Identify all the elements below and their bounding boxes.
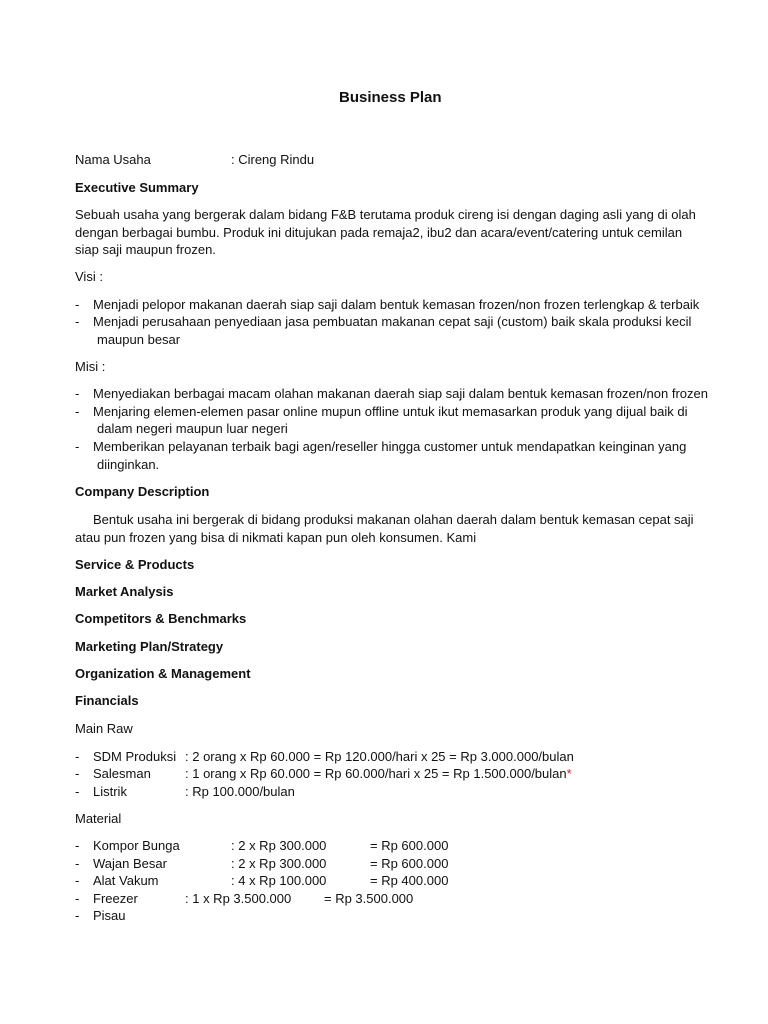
- visi-label: Visi :: [75, 269, 103, 284]
- executive-summary-line: dengan berbagai bumbu. Produk ini ditujukan pada remaja2, ibu2 dan acara/event/catering untuk cemilan: [75, 225, 683, 240]
- material-item-name: Alat Vakum: [93, 873, 159, 888]
- executive-summary-line: siap saji maupun frozen.: [75, 242, 216, 257]
- company-description-heading: Company Description: [75, 484, 210, 499]
- main-raw-item-name: SDM Produksi: [93, 749, 177, 764]
- section-heading-market-analysis: Market Analysis: [75, 584, 174, 599]
- material-label: Material: [75, 811, 122, 826]
- visi-item-continuation: maupun besar: [97, 332, 181, 347]
- material-item-name: Pisau: [93, 908, 126, 923]
- main-raw-item-name: Listrik: [93, 784, 127, 799]
- material-item-qty: : 2 x Rp 300.000: [231, 856, 327, 871]
- material-item-qty: : 2 x Rp 300.000: [231, 838, 327, 853]
- section-heading-competitors: Competitors & Benchmarks: [75, 611, 247, 626]
- misi-item: Menjaring elemen-elemen pasar online mupun offline untuk ikut memasarkan produk yang dijual baik di: [93, 404, 688, 419]
- nama-usaha-value: : Cireng Rindu: [231, 152, 315, 167]
- section-heading-service-products: Service & Products: [75, 557, 195, 572]
- bullet-dash: -: [75, 908, 80, 923]
- visi-item: Menjadi pelopor makanan daerah siap saji dalam bentuk kemasan frozen/non frozen terlengkap & terbaik: [93, 297, 700, 312]
- main-raw-calc-text: : 1 orang x Rp 60.000 = Rp 60.000/hari x 25 = Rp 1.500.000/bulan: [185, 766, 567, 781]
- visi-item: Menjadi perusahaan penyediaan jasa pembuatan makanan cepat saji (custom) baik skala produksi kecil: [93, 314, 692, 329]
- main-raw-item-calc: : 2 orang x Rp 60.000 = Rp 120.000/hari x 25 = Rp 3.000.000/bulan: [185, 749, 574, 764]
- nama-usaha-label: Nama Usaha: [75, 152, 151, 167]
- revision-asterisk: *: [566, 766, 572, 781]
- material-item-total: = Rp 3.500.000: [324, 891, 414, 906]
- misi-item: Menyediakan berbagai macam olahan makanan daerah siap saji dalam bentuk kemasan frozen/non frozen: [93, 386, 708, 401]
- material-item-total: = Rp 600.000: [370, 838, 449, 853]
- bullet-dash: -: [75, 856, 80, 871]
- bullet-dash: -: [75, 386, 80, 401]
- section-heading-organization: Organization & Management: [75, 666, 251, 681]
- bullet-dash: -: [75, 749, 80, 764]
- material-item-name: Wajan Besar: [93, 856, 167, 871]
- executive-summary-line: Sebuah usaha yang bergerak dalam bidang F&B terutama produk cireng isi dengan daging asli yang di olah: [75, 207, 696, 222]
- executive-summary-heading: Executive Summary: [75, 180, 199, 195]
- material-item-qty: : 1 x Rp 3.500.000: [185, 891, 292, 906]
- misi-label: Misi :: [75, 359, 106, 374]
- bullet-dash: -: [75, 891, 80, 906]
- company-description-line: Bentuk usaha ini bergerak di bidang produksi makanan olahan daerah dalam bentuk kemasan cepat saji: [93, 512, 694, 527]
- material-item-name: Kompor Bunga: [93, 838, 180, 853]
- misi-item-continuation: dalam negeri maupun luar negeri: [97, 421, 288, 436]
- main-raw-label: Main Raw: [75, 721, 133, 736]
- bullet-dash: -: [75, 873, 80, 888]
- material-item-total: = Rp 600.000: [370, 856, 449, 871]
- misi-item: Memberikan pelayanan terbaik bagi agen/reseller hingga customer untuk mendapatkan keinginan yang: [93, 439, 687, 454]
- company-description-line: atau pun frozen yang bisa di nikmati kapan pun oleh konsumen. Kami: [75, 530, 477, 545]
- main-raw-item-calc: [185, 765, 572, 783]
- bullet-dash: -: [75, 838, 80, 853]
- misi-item-continuation: diinginkan.: [97, 457, 160, 472]
- main-raw-item-calc: : Rp 100.000/bulan: [185, 784, 295, 799]
- section-heading-financials: Financials: [75, 693, 139, 708]
- section-heading-marketing-plan: Marketing Plan/Strategy: [75, 639, 224, 654]
- main-raw-item-name: Salesman: [93, 766, 151, 781]
- bullet-dash: -: [75, 439, 80, 454]
- bullet-dash: -: [75, 766, 80, 781]
- bullet-dash: -: [75, 404, 80, 419]
- bullet-dash: -: [75, 297, 80, 312]
- document-title: Business Plan: [339, 89, 442, 106]
- material-item-total: = Rp 400.000: [370, 873, 449, 888]
- bullet-dash: -: [75, 314, 80, 329]
- bullet-dash: -: [75, 784, 80, 799]
- material-item-name: Freezer: [93, 891, 138, 906]
- material-item-qty: : 4 x Rp 100.000: [231, 873, 327, 888]
